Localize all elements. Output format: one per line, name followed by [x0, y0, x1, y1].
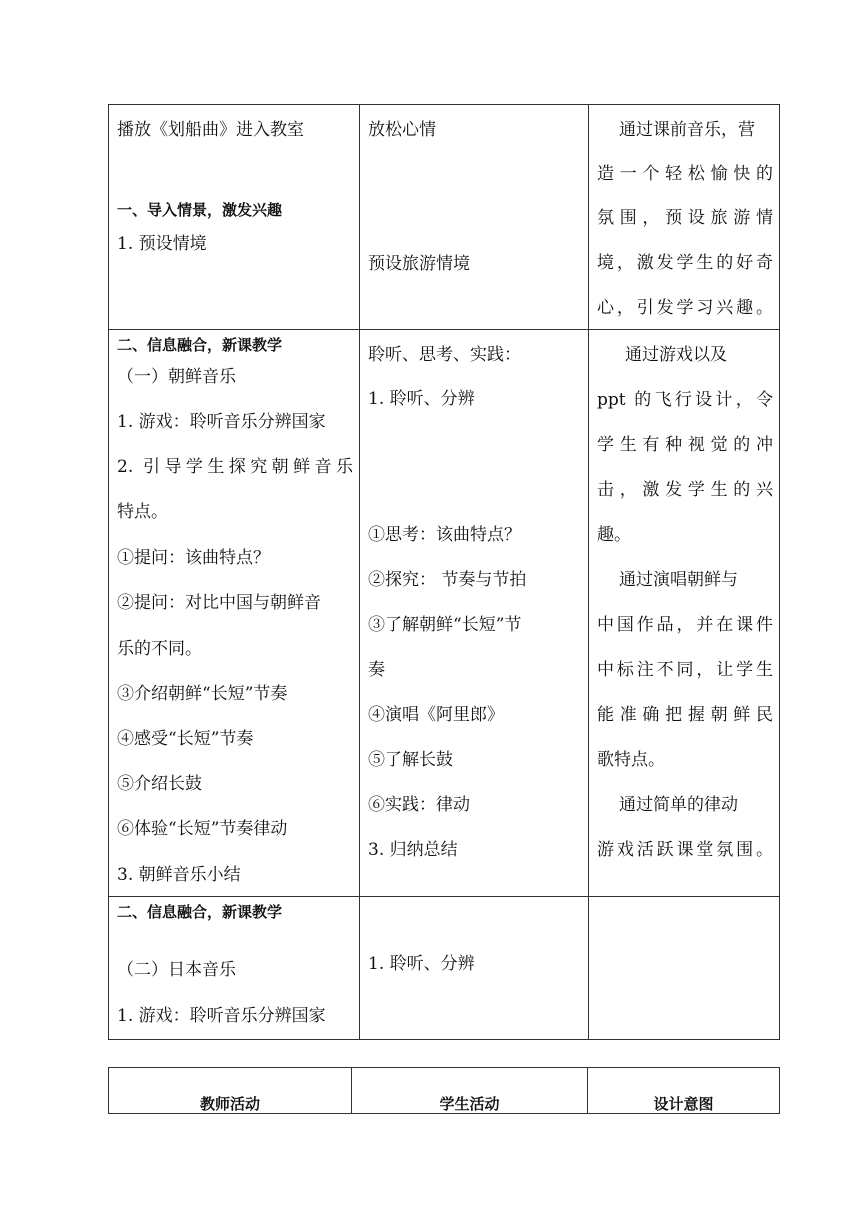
text-line: ④感受“长短”节奏 — [117, 729, 254, 749]
table-row — [109, 330, 780, 897]
text-line: 通过简单的律动 — [619, 795, 738, 815]
text-line: 1. 聆听、分辨 — [368, 389, 475, 409]
activity-header-table — [108, 1067, 780, 1114]
text-line: 通过课前音乐，营 — [619, 120, 755, 140]
text-line: 趣。 — [597, 525, 631, 545]
text-line: 奏 — [368, 660, 385, 680]
text-line: ⑤介绍长鼓 — [117, 774, 202, 794]
text-line: 1. 聆听、分辨 — [368, 954, 475, 974]
text-line: ③介绍朝鲜“长短”节奏 — [117, 684, 288, 704]
text-line: 通过游戏以及 — [625, 345, 727, 365]
text-line: 乐的不同。 — [117, 639, 202, 659]
table-row — [109, 105, 780, 330]
text-line: ②提问：对比中国与朝鲜音 — [117, 593, 321, 613]
text-line: ⑤了解长鼓 — [368, 750, 453, 770]
text-line: 通过演唱朝鲜与 — [619, 570, 738, 590]
section-heading: 一、导入情景，激发兴趣 — [117, 201, 283, 219]
text-line: 心，引发学习兴趣。 — [597, 298, 773, 318]
table-row — [109, 897, 780, 1040]
column-header: 教师活动 — [199, 1095, 260, 1113]
text-line: 游戏活跃课堂氛围。 — [597, 840, 773, 860]
student-activity-cell — [360, 105, 589, 330]
text-line: 击，激发学生的兴 — [597, 480, 773, 500]
text-line: 2. 引导学生探究朝鲜音乐 — [117, 457, 353, 477]
text-line: 3. 归纳总结 — [368, 840, 458, 860]
text-line: ①思考：该曲特点？ — [368, 525, 521, 545]
lesson-plan-table — [108, 104, 780, 1040]
text-line: ③了解朝鲜“长短”节 — [368, 615, 522, 635]
text-line: 3. 朝鲜音乐小结 — [117, 865, 241, 885]
text-line: ④演唱《阿里郎》 — [368, 705, 504, 725]
text-line: ⑥实践：律动 — [368, 795, 470, 815]
text-line: 预设旅游情境 — [368, 254, 470, 274]
text-line: 歌特点。 — [597, 750, 665, 770]
text-line: 播放《划船曲》进入教室 — [117, 120, 304, 140]
text-line: ②探究： 节奏与节拍 — [368, 570, 527, 590]
student-activity-header — [352, 1068, 588, 1114]
text-line: 学生有种视觉的冲 — [597, 435, 773, 455]
text-line: 造一个轻松愉快的 — [597, 164, 773, 184]
text-line: （二）日本音乐 — [117, 960, 236, 980]
text-line: 能准确把握朝鲜民 — [597, 705, 773, 725]
teacher-activity-cell — [109, 330, 360, 897]
teacher-activity-cell — [109, 105, 360, 330]
text-line: 中国作品，并在课件 — [597, 615, 773, 635]
student-activity-cell — [360, 330, 589, 897]
text-line: 1. 预设情境 — [117, 234, 207, 254]
student-activity-cell — [360, 897, 589, 1040]
table-row — [109, 1068, 780, 1114]
teacher-activity-cell — [109, 897, 360, 1040]
text-line: ⑥体验“长短”节奏律动 — [117, 819, 288, 839]
text-line: ①提问：该曲特点？ — [117, 548, 270, 568]
design-intent-cell — [589, 105, 780, 330]
column-header: 设计意图 — [653, 1095, 714, 1113]
text-line: 放松心情 — [368, 120, 436, 140]
text-line: 1. 游戏：聆听音乐分辨国家 — [117, 412, 326, 432]
design-intent-header — [588, 1068, 780, 1114]
text-line: 特点。 — [117, 502, 168, 522]
section-heading: 二、信息融合，新课教学 — [117, 336, 283, 354]
design-intent-cell — [589, 330, 780, 897]
text-line: 中标注不同，让学生 — [597, 660, 773, 680]
text-line: 聆听、思考、实践： — [368, 345, 521, 365]
text-line: ppt 的飞行设计，令 — [597, 390, 773, 410]
column-header: 学生活动 — [439, 1095, 500, 1113]
section-heading: 二、信息融合，新课教学 — [117, 903, 283, 921]
text-line: 氛围，预设旅游情 — [597, 208, 773, 228]
teacher-activity-header — [109, 1068, 352, 1114]
text-line: （一）朝鲜音乐 — [117, 367, 236, 387]
text-line: 1. 游戏：聆听音乐分辨国家 — [117, 1006, 326, 1026]
design-intent-cell — [589, 897, 780, 1040]
text-line: 境，激发学生的好奇 — [597, 253, 773, 273]
